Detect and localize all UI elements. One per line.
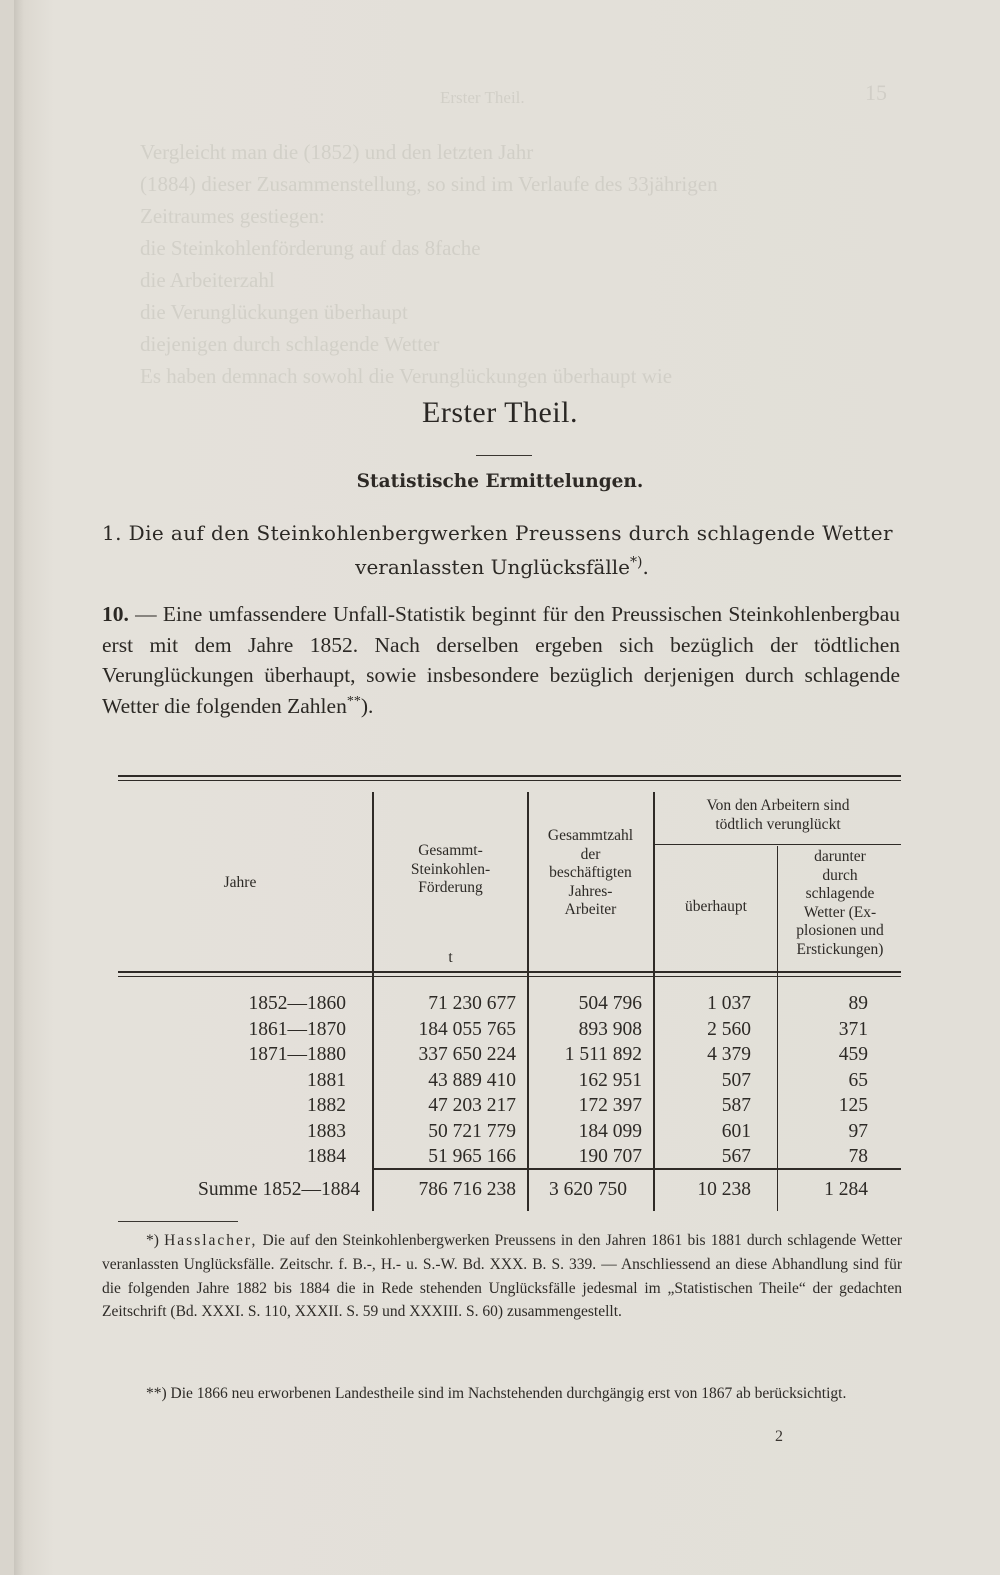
section-heading	[102, 516, 902, 584]
paragraph-number: 10.	[102, 602, 129, 626]
table-cell-arbeiter: 184 099	[578, 1120, 642, 1142]
table-cell-wetter: 371	[838, 1018, 868, 1040]
sum-arbeiter: 3 620 750	[549, 1179, 627, 1200]
show-through-text: Vergleicht man die (1852) und den letzten Jahr	[140, 140, 534, 164]
table-cell-foerderung: 43 889 410	[428, 1069, 516, 1091]
section-heading-line1: 1. Die auf den Steinkohlenbergwerken Preussens durch schlagende Wetter	[102, 521, 893, 545]
show-through-text: 15	[865, 80, 887, 105]
table-row-jahre: 1883	[307, 1120, 346, 1142]
show-through-text: (1884) dieser Zusammenstellung, so sind im Verlaufe des 33jährigen	[140, 172, 718, 196]
footnote-2	[102, 1382, 902, 1406]
header-ueberhaupt: überhaupt	[685, 898, 747, 915]
show-through-text: Zeitraumes gestiegen:	[140, 204, 325, 228]
footnote-text: Die auf den Steinkohlenbergwerken Preussens in den Jahren 1861 bis 1881 durch schlagende Wetter veranlassten Unglücksfälle. Zeitschr. f. B.-, H.- u. S.-W. Bd. XXX. B. S. 339. — Anschliessend an diese Abhandlung sind für die folgenden Jahre 1882 bis 1884 die in Rede stehenden Unglücksfälle jedesmal im „Statistischen Theile“ der gedachten Zeitschrift (Bd. XXXI. S. 110, XXXII. S. 59 und XXXIII. S. 60) zusammengestellt.	[102, 1232, 902, 1321]
table-cell-arbeiter: 172 397	[578, 1095, 642, 1116]
header-arbeiter: Gesammtzahl der beschäftigten Jahres- Arbeiter	[547, 827, 634, 918]
table-row-jahre: 1861—1870	[248, 1018, 346, 1040]
header-darunter-wetter: darunter durch schlagende Wetter (Ex- plosionen und Erstickungen)	[796, 848, 884, 958]
table-cell-foerderung: 50 721 779	[428, 1120, 516, 1142]
header-foerderung: Gesammt- Steinkohlen- Förderung	[410, 842, 491, 896]
footnote-mark: **	[346, 693, 361, 709]
show-through-text: die Verunglückungen überhaupt	[140, 300, 408, 324]
paragraph-text: — Eine umfassendere Unfall-Statistik beginnt für den Preussischen Steinkohlenbergbau erst mit dem Jahre 1852. Nach derselben ergeben sich bezüglich der tödtlichen Verunglückungen überhaupt, sowie insbesondere bezüglich derjenigen durch schlagende Wetter die folgenden Zahlen	[102, 602, 900, 718]
header-jahre: Jahre	[223, 874, 257, 891]
table-cell-foerderung: 71 230 677	[428, 993, 516, 1014]
table-cell-ueberhaupt: 1 037	[707, 993, 751, 1014]
footnote-text: Die 1866 neu erworbenen Landestheile sind im Nachstehenden durchgängig erst von 1867 ab berücksichtigt.	[166, 1385, 847, 1402]
section-heading-line2	[355, 555, 649, 579]
table-cell-ueberhaupt: 507	[721, 1069, 751, 1091]
show-through-text: die Arbeiterzahl	[140, 268, 275, 292]
section-heading-end: .	[642, 555, 649, 579]
table-cell-foerderung: 51 965 166	[428, 1146, 516, 1167]
table-cell-arbeiter: 162 951	[578, 1069, 642, 1091]
show-through-text: diejenigen durch schlagende Wetter	[140, 332, 440, 356]
table-cell-foerderung: 337 650 224	[418, 1044, 516, 1065]
table-cell-wetter: 125	[838, 1095, 868, 1116]
table-row-jahre: 1884	[307, 1146, 346, 1167]
footnote-author: Hasslacher,	[164, 1232, 258, 1249]
table-row-jahre: 1871—1880	[248, 1044, 346, 1065]
sum-ueberhaupt: 10 238	[697, 1179, 751, 1200]
table-cell-ueberhaupt: 4 379	[707, 1044, 751, 1065]
table-cell-ueberhaupt: 567	[721, 1146, 751, 1167]
section-heading-text: veranlassten Unglücksfälle	[355, 555, 630, 579]
page-number: 2	[775, 1428, 783, 1445]
show-through-text: Es haben demnach sowohl die Verunglückungen überhaupt wie	[140, 364, 673, 388]
sum-foerderung: 786 716 238	[418, 1179, 516, 1200]
footnote-divider	[118, 1221, 238, 1222]
show-through-text: die Steinkohlenförderung auf das 8fache	[140, 236, 481, 260]
table-row-jahre: 1882	[307, 1095, 346, 1116]
table-cell-wetter: 89	[848, 993, 868, 1014]
table-cell-ueberhaupt: 2 560	[707, 1018, 751, 1040]
table-cell-arbeiter: 893 908	[578, 1018, 642, 1040]
table-cell-foerderung: 184 055 765	[418, 1018, 516, 1040]
table-cell-arbeiter: 1 511 892	[564, 1044, 642, 1065]
footnote-1	[102, 1229, 902, 1324]
table-cell-foerderung: 47 203 217	[428, 1095, 516, 1116]
table-cell-wetter: 65	[848, 1069, 868, 1091]
table-cell-arbeiter: 190 707	[578, 1146, 642, 1167]
table-cell-wetter: 78	[848, 1146, 868, 1167]
paragraph-end: ).	[360, 693, 374, 718]
header-group-verunglueckt: Von den Arbeitern sind tödtlich verunglückt	[706, 797, 850, 833]
table-row-jahre: 1881	[307, 1069, 346, 1091]
table-cell-ueberhaupt: 601	[721, 1120, 751, 1142]
title-divider	[476, 455, 532, 456]
page-subtitle: Statistische Ermittelungen.	[356, 471, 644, 492]
sum-wetter: 1 284	[824, 1179, 868, 1200]
page-title: Erster Theil.	[422, 396, 578, 429]
sum-label: Summe 1852—1884	[198, 1179, 360, 1200]
header-foerderung-unit: t	[448, 949, 453, 966]
table-row-jahre: 1852—1860	[248, 993, 346, 1014]
footnote-mark: *)	[630, 554, 643, 571]
body-paragraph	[102, 599, 900, 721]
footnote-mark: *)	[146, 1232, 159, 1249]
show-through-text: Erster Theil.	[440, 88, 525, 107]
footnote-mark: **)	[146, 1385, 167, 1402]
table-cell-ueberhaupt: 587	[721, 1095, 751, 1116]
table-cell-wetter: 97	[848, 1120, 868, 1142]
table-cell-arbeiter: 504 796	[578, 993, 642, 1014]
table-cell-wetter: 459	[838, 1044, 868, 1065]
